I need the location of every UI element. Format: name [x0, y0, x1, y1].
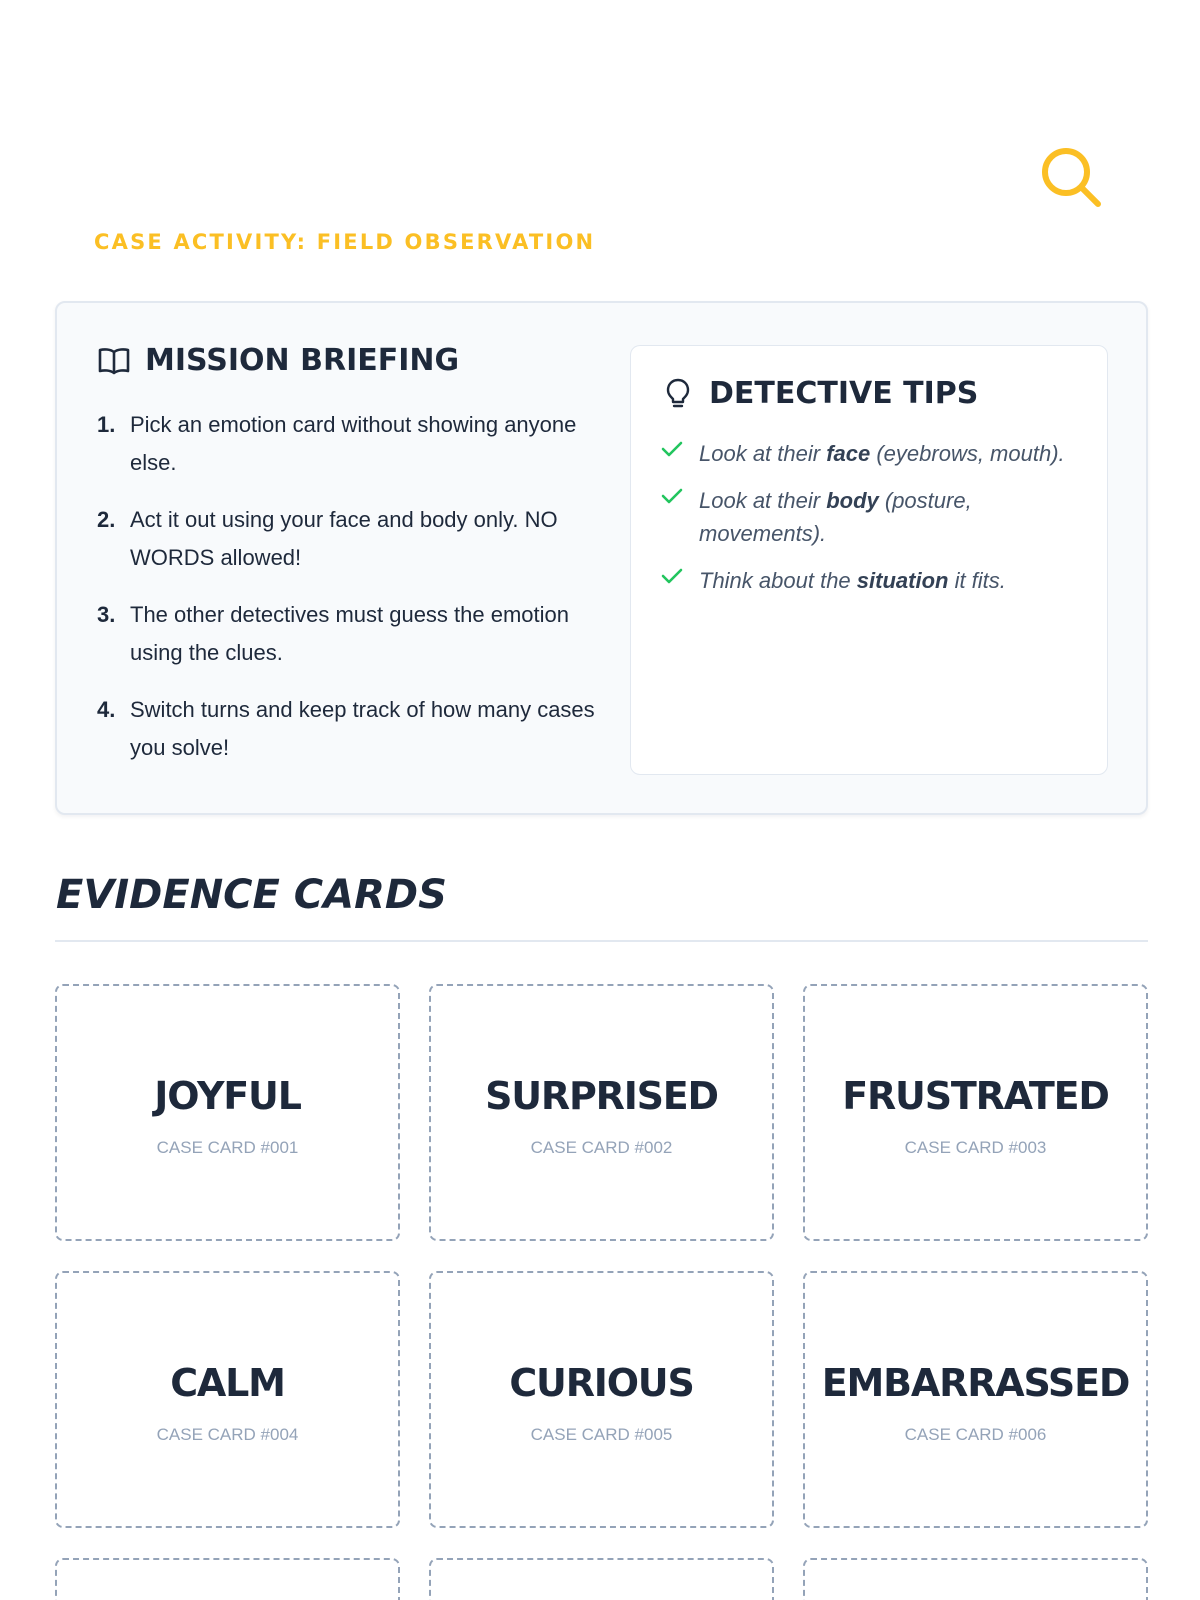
step-item — [97, 406, 617, 482]
card-emotion: CALM — [170, 1361, 285, 1405]
step-text: Switch turns and keep track of how many cases you solve! — [130, 697, 595, 760]
detective-tips-heading — [661, 376, 1077, 411]
evidence-cards-heading: EVIDENCE CARDS — [56, 872, 447, 918]
tips-list — [661, 437, 1077, 597]
detective-tips-card — [630, 345, 1108, 775]
card-case-id: CASE CARD #004 — [156, 1425, 299, 1444]
steps-list — [97, 406, 617, 767]
evidence-card[interactable] — [429, 984, 774, 1241]
step-number: 4. — [97, 697, 116, 722]
step-item — [97, 691, 617, 767]
step-number: 3. — [97, 602, 116, 627]
mission-briefing-heading — [97, 343, 617, 378]
card-case-id: CASE CARD #005 — [530, 1425, 673, 1444]
step-text: The other detectives must guess the emotion using the clues. — [130, 602, 570, 665]
tip-item — [661, 484, 1077, 550]
evidence-card[interactable] — [55, 984, 400, 1241]
card-case-id: CASE CARD #001 — [156, 1138, 299, 1157]
card-case-id: CASE CARD #003 — [904, 1138, 1047, 1157]
tip-item — [661, 437, 1077, 470]
step-number: 2. — [97, 507, 116, 532]
step-item — [97, 596, 617, 672]
check-icon — [661, 484, 699, 550]
step-number: 1. — [97, 412, 116, 437]
evidence-card[interactable] — [803, 984, 1148, 1241]
card-emotion: FRUSTRATED — [842, 1074, 1109, 1118]
check-icon — [661, 437, 699, 470]
evidence-card[interactable] — [55, 1558, 400, 1600]
search-icon — [1040, 146, 1104, 210]
tip-text: Think about the situation it fits. — [699, 568, 1006, 593]
step-text: Act it out using your face and body only. NO WORDS allowed! — [130, 507, 558, 570]
mission-briefing-panel — [55, 301, 1148, 815]
detective-tips-title: DETECTIVE TIPS — [709, 376, 979, 411]
lightbulb-icon — [661, 377, 695, 411]
check-icon — [661, 564, 699, 597]
card-emotion: SURPRISED — [485, 1074, 718, 1118]
mission-briefing-title: MISSION BRIEFING — [145, 343, 460, 378]
card-emotion: CURIOUS — [509, 1361, 694, 1405]
tip-text: Look at their face (eyebrows, mouth). — [699, 441, 1065, 466]
tip-item — [661, 564, 1077, 597]
evidence-card[interactable] — [429, 1271, 774, 1528]
card-emotion: JOYFUL — [154, 1074, 301, 1118]
evidence-card[interactable] — [803, 1558, 1148, 1600]
step-text: Pick an emotion card without showing anyone else. — [130, 412, 577, 475]
card-case-id: CASE CARD #006 — [904, 1425, 1047, 1444]
evidence-card[interactable] — [55, 1271, 400, 1528]
card-case-id: CASE CARD #002 — [530, 1138, 673, 1157]
evidence-card[interactable] — [429, 1558, 774, 1600]
book-icon — [97, 344, 131, 378]
mission-briefing-section — [97, 343, 617, 786]
step-item — [97, 501, 617, 577]
card-emotion: EMBARRASSED — [821, 1361, 1130, 1405]
divider — [55, 940, 1148, 942]
evidence-card[interactable] — [803, 1271, 1148, 1528]
activity-label: CASE ACTIVITY: FIELD OBSERVATION — [94, 230, 596, 254]
tip-text: Look at their body (posture, movements). — [699, 488, 972, 546]
